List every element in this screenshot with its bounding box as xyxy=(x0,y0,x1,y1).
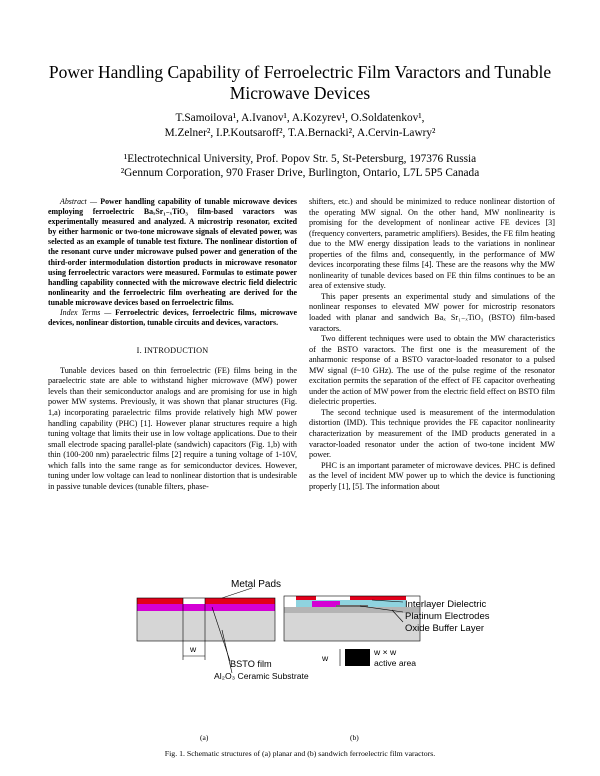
metal-pad-right-b xyxy=(350,596,406,600)
body-paragraph: shifters, etc.) and should be minimized to reduce nonlinear distortion of the operating MW signal. On the other hand, MW nonlinearity is promising for the development of nonlinear active FE devices [3] (frequency converters, parametric amplifiers). Besides, the FE film heating due to the MW energy dissipation leads to the variations in nonlinear properties of the films and, consequently, in the performance of MW devices incorporating these films [4]. These are the reasons why the MW nonlinearity of tunable devices based on FE thin films continues to be an area of extensive study. xyxy=(309,197,555,291)
bsto-film-layer-a xyxy=(137,604,275,611)
index-terms xyxy=(48,308,297,328)
oxide-buffer-layer-b xyxy=(284,607,420,613)
body-paragraph: PHC is an important parameter of microwave devices. PHC is defined as the level of incident MW power up to which the device is functioning properly [1], [5]. The information about xyxy=(309,460,555,491)
figure-caption: Fig. 1. Schematic structures of (a) planar and (b) sandwich ferroelectric film varactors. xyxy=(164,749,436,758)
bsto-film-layer-b xyxy=(312,601,340,607)
label-w-a: w xyxy=(190,644,197,654)
title-line-1: Power Handling Capability of Ferroelectric Film Varactors and Tunable xyxy=(48,62,552,82)
body-paragraph: This paper presents an experimental study and simulations of the nonlinear responses to elevated MW power for microstrip resonators loaded with planar and sandwich Baₓ Sr₁₋ₓTiO₃ (BSTO) film-based varactors. xyxy=(309,291,555,333)
authors-line-1: T.Samoilova¹, A.Ivanov¹, A.Kozyrev¹, O.Soldatenkov¹, xyxy=(175,112,425,124)
abstract xyxy=(48,197,297,308)
label-oxide: Oxide Buffer Layer xyxy=(405,623,485,634)
authors-line-2: M.Zelner², I.P.Koutsaroff², T.A.Bernacki², A.Cervin-Lawry² xyxy=(164,127,436,139)
abstract-lead: Abstract — xyxy=(60,197,98,206)
intro-paragraph: Tunable devices based on thin ferroelectric (FE) films being in the paraelectric state are able to withstand higher microwave (MW) power levels than their semiconductor analogs and are promising for use in high power MW systems. Previously, it was shown that planar structures (Fig. 1,a) incorporating paraelectric films provide relatively high MW power handling capability (PHC) [1]. However planar structures require a high tuning voltage that limits their use in low voltage applications. Due to their small electrode spacing parallel-plate (sandwich) capacitors (Fig. 1,b) with thin (100-200 nm) paraelectric films [2] require a tuning voltage of 1-10V, which falls into the same range as for semiconductor devices. However, tuning under low voltage can lead to nonlinear distortion that is undesirable in passive tunable devices (tunable filters, phase- xyxy=(48,365,297,491)
active-area-square xyxy=(345,649,370,666)
label-platinum: Platinum Electrodes xyxy=(405,611,490,622)
section-heading: I. INTRODUCTION xyxy=(136,346,209,356)
label-area-size: w × w xyxy=(374,647,397,657)
affiliation-2: ²Gennum Corporation, 970 Fraser Drive, Burlington, Ontario, L7L 5P5 Canada xyxy=(120,167,480,179)
title-line-2: Microwave Devices xyxy=(229,83,371,103)
label-w-b: w xyxy=(322,653,329,663)
body-paragraph: Two different techniques were used to obtain the MW characteristics of the BSTO varactors. The first one is the measurement of the anharmonic response of a BSTO varactor-loaded resonator to a pulsed MW signal (f~10 GHz). The use of the pulse regime of the resonator excitation permits the separation of the effect of FE capacitor overheating under the action of MW power from the electric field effect on BSTO film dielectric properties. xyxy=(309,334,555,407)
metal-pad-right-a xyxy=(205,598,275,604)
index-terms-text: Ferroelectric devices, ferroelectric films, microwave devices, nonlinear distortion, tunable circuits and devices, varactors. xyxy=(48,308,297,328)
left-column xyxy=(48,197,297,492)
label-metal-pads: Metal Pads xyxy=(231,579,282,590)
label-bsto-film: BSTO film xyxy=(230,659,272,669)
substrate-layer-b xyxy=(284,613,420,641)
metal-pad-left-b xyxy=(296,596,316,600)
right-column xyxy=(309,197,555,492)
subfigure-b-label: (b) xyxy=(350,733,359,742)
subfigure-a-label: (a) xyxy=(200,733,209,742)
label-active-area: active area xyxy=(374,658,417,668)
figure-1 xyxy=(0,570,600,776)
affiliation-1: ¹Electrotechnical University, Prof. Popov Str. 5, St-Petersburg, 197376 Russia xyxy=(123,153,477,165)
label-interlayer: Interlayer Dielectric xyxy=(405,599,487,610)
substrate-layer-a xyxy=(137,611,275,641)
label-substrate: Al₂O₃ Ceramic Substrate xyxy=(214,671,309,681)
author-list xyxy=(60,111,540,141)
body-paragraph: The second technique used is measurement of the intermodulation distortion (IMD). This technique provides the FE capacitor nonlinearity characterization by measurement of the IMD products generated in a varactor-loaded resonator under the action of two-tone incident MW power. xyxy=(309,407,555,460)
abstract-text: Power handling capability of tunable microwave devices employing ferroelectric BaₓSr₁₋ₓTiO₃ film-based varactors was experimentally measured and analyzed. A microstrip resonator, excited by either harmonic or two-tone microwave signals of elevated power, was selected as an example of tunable test fixture. The nonlinear distortion of the resonant curve under microwave pulsed power and generation of the third-order intermodulation distortion products in microwave resonator using ferroelectric varactors were measured. Formulas to estimate power handling capability connected with the microwave electric field dielectric nonlinearity and the ferroelectric film overheating are derived for the tunable microwave devices based on ferroelectric films. xyxy=(48,197,297,307)
metal-pad-left-a xyxy=(137,598,183,604)
paper-title xyxy=(30,62,570,104)
index-terms-lead: Index Terms — xyxy=(60,308,112,318)
affiliations xyxy=(60,152,540,180)
